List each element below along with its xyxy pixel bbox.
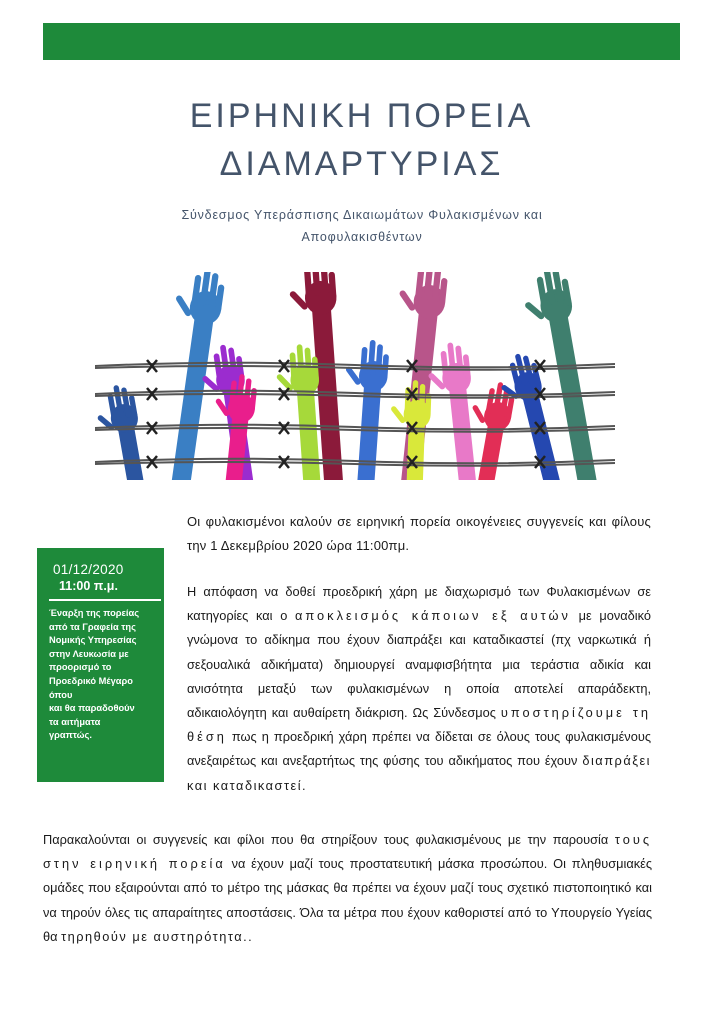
event-desc-line: Προεδρικό Μέγαρο — [49, 675, 133, 686]
subtitle-line-1: Σύνδεσμος Υπεράσπισης Δικαιωμάτων Φυλακισμένων και — [181, 208, 543, 222]
organization-subtitle — [150, 204, 574, 248]
event-info-box — [37, 548, 164, 782]
closing-text-span: Παρακαλούνται οι συγγενείς και φίλοι που θα στηρίξουν τους φυλακισμένους με την παρουσία — [43, 832, 615, 847]
title-line-2: ΔΙΑΜΑΡΤΥΡΙΑΣ — [219, 145, 504, 183]
event-desc-line: προορισμό το — [49, 662, 112, 673]
subtitle-line-2: Αποφυλακισθέντων — [301, 230, 423, 244]
event-date: 01/12/2020 — [53, 562, 124, 577]
main-text-spaced-span: αποκλεισμός κάποιων εξ αυτών — [295, 608, 571, 624]
event-time: 11:00 π.μ. — [59, 579, 118, 593]
event-desc-line: και θα παραδοθούν — [49, 703, 135, 714]
event-desc-line: στην Λευκωσία με — [49, 648, 129, 659]
event-desc-line: όπου — [49, 689, 73, 700]
event-desc-line: τα αιτήματα — [49, 716, 101, 727]
closing-text-span: να έχουν μαζί τους προστατευτική μάσκα προσώπου. Οι πληθυσμιακές ομάδες που εξαιρούνται από το μέτρο της μάσκας θα πρέπει να έχουν μαζί τους σχετικό πιστοποιητικό και να τηρούν όλες τις απαραίτητες αποστάσεις. Όλα τα μέτρα που έχουν καθοριστεί από το Υπουργείο Υγείας θα — [43, 856, 652, 944]
main-text-span: πως η προεδρική χάρη πρέπει να δίδεται σε όλους τους φυλακισμένους ανεξαιρέτως και ανεξαρτήτως της φύσης του αδικήματος που έχουν — [187, 729, 651, 769]
page-title — [43, 92, 680, 188]
closing-paragraph — [43, 828, 652, 949]
sidebar-divider — [49, 599, 161, 601]
closing-text-spaced-span: τηρηθούν με αυστηρότητα.. — [61, 928, 254, 944]
hands-barbed-wire-illustration — [95, 272, 615, 480]
main-paragraph — [187, 580, 651, 798]
intro-paragraph: Οι φυλακισμένοι καλούν σε ειρηνική πορεία οικογένειες συγγενείς και φίλους την 1 Δεκεμβρίου 2020 ώρα 11:00πμ. — [187, 514, 651, 553]
main-text-spaced-span: υποστηρίζουμε τη θέση — [187, 705, 651, 745]
event-desc-line: Έναρξη της πορείας — [49, 608, 140, 618]
main-text-spaced-span: διαπράξει και καταδικαστεί. — [187, 753, 651, 793]
title-line-1: ΕΙΡΗΝΙΚΗ ΠΟΡΕΙΑ — [189, 97, 534, 135]
event-description — [49, 607, 154, 743]
event-desc-line: από τα Γραφεία της — [49, 621, 136, 632]
main-text-span: Η απόφαση να δοθεί προεδρική χάρη με διαχωρισμό των Φυλακισμένων σε κατηγορίες και ο — [187, 584, 651, 624]
main-text-span: με μοναδικό γνώμονα το αδίκημα που έχουν διαπράξει και καταδικαστεί (πχ ναρκωτικά ή σεξουαλικά αδικήματα) δημιουργεί αναμφισβήτητα μια τεράστια αδικία και ανισότητα μεταξύ των φυλακισμένων η οποία αποτελεί απαράδεκτη, αδικαιολόγητη και αυθαίρετη διάκριση. Ως Σύνδεσμος — [187, 608, 651, 721]
event-desc-line: Νομικής Υπηρεσίας — [49, 635, 137, 646]
closing-text-spaced-span: τους στην ειρηνική πορεία — [43, 832, 652, 872]
event-desc-line: γραπτώς. — [49, 730, 92, 741]
top-green-banner — [43, 23, 680, 60]
